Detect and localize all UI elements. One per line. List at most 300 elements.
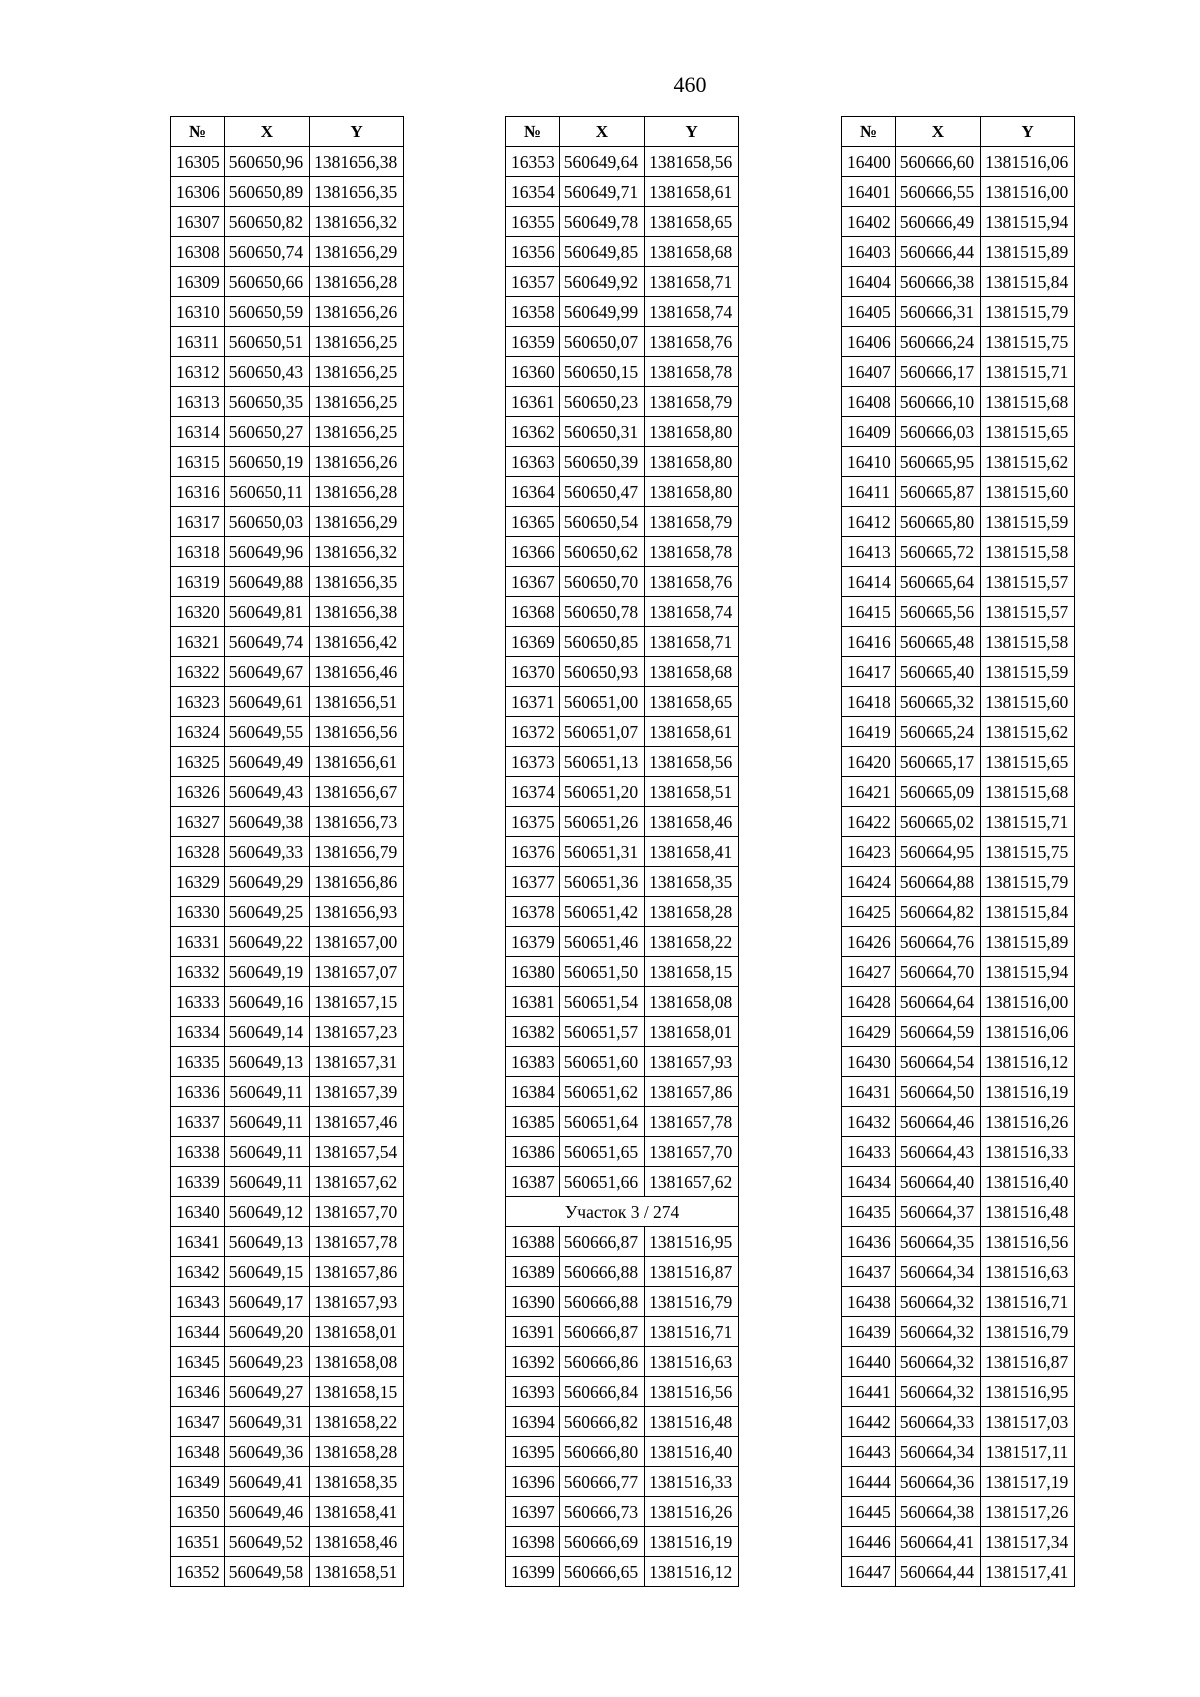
table-row [842,567,1075,597]
x-coordinate-cell: 560649,29 [224,867,309,897]
point-number-cell: 16373 [506,747,560,777]
y-coordinate-cell: 1381656,38 [310,597,404,627]
point-number-cell: 16349 [171,1467,225,1497]
y-coordinate-cell: 1381515,57 [981,597,1075,627]
point-number-cell: 16337 [171,1107,225,1137]
x-coordinate-cell: 560664,36 [895,1467,980,1497]
table-row [842,327,1075,357]
y-coordinate-cell: 1381658,79 [645,387,739,417]
table-row [506,867,739,897]
x-coordinate-cell: 560664,95 [895,837,980,867]
y-coordinate-cell: 1381658,65 [645,207,739,237]
y-coordinate-cell: 1381516,56 [645,1377,739,1407]
y-coordinate-cell: 1381516,12 [645,1557,739,1587]
point-number-cell: 16342 [171,1257,225,1287]
table-row [171,1227,404,1257]
table-row [171,1527,404,1557]
point-number-cell: 16383 [506,1047,560,1077]
x-coordinate-cell: 560650,66 [224,267,309,297]
header-number: № [842,117,896,147]
y-coordinate-cell: 1381656,25 [310,357,404,387]
x-coordinate-cell: 560666,31 [895,297,980,327]
point-number-cell: 16434 [842,1167,896,1197]
x-coordinate-cell: 560664,32 [895,1287,980,1317]
point-number-cell: 16317 [171,507,225,537]
x-coordinate-cell: 560649,43 [224,777,309,807]
table-row [506,537,739,567]
point-number-cell: 16333 [171,987,225,1017]
x-coordinate-cell: 560649,78 [559,207,644,237]
table-row [506,1407,739,1437]
point-number-cell: 16387 [506,1167,560,1197]
table-row [842,477,1075,507]
y-coordinate-cell: 1381515,65 [981,417,1075,447]
x-coordinate-cell: 560649,61 [224,687,309,717]
table-row [171,597,404,627]
x-coordinate-cell: 560664,37 [895,1197,980,1227]
table-row [171,1497,404,1527]
y-coordinate-cell: 1381516,87 [645,1257,739,1287]
point-number-cell: 16393 [506,1377,560,1407]
point-number-cell: 16345 [171,1347,225,1377]
point-number-cell: 16322 [171,657,225,687]
table-row [506,1557,739,1587]
table-row [842,1557,1075,1587]
point-number-cell: 16391 [506,1317,560,1347]
point-number-cell: 16359 [506,327,560,357]
x-coordinate-cell: 560664,34 [895,1257,980,1287]
table-row [171,507,404,537]
y-coordinate-cell: 1381656,93 [310,897,404,927]
table-row [171,807,404,837]
table-row [171,447,404,477]
y-coordinate-cell: 1381657,31 [310,1047,404,1077]
y-coordinate-cell: 1381658,61 [645,717,739,747]
x-coordinate-cell: 560651,64 [559,1107,644,1137]
x-coordinate-cell: 560665,17 [895,747,980,777]
point-number-cell: 16396 [506,1467,560,1497]
point-number-cell: 16413 [842,537,896,567]
table-row [506,1437,739,1467]
x-coordinate-cell: 560665,87 [895,477,980,507]
y-coordinate-cell: 1381658,71 [645,267,739,297]
y-coordinate-cell: 1381656,61 [310,747,404,777]
x-coordinate-cell: 560651,00 [559,687,644,717]
y-coordinate-cell: 1381517,19 [981,1467,1075,1497]
table-row [506,687,739,717]
table-row [506,237,739,267]
header-x: X [895,117,980,147]
point-number-cell: 16402 [842,207,896,237]
table-row [842,1497,1075,1527]
x-coordinate-cell: 560650,51 [224,327,309,357]
point-number-cell: 16368 [506,597,560,627]
y-coordinate-cell: 1381658,35 [310,1467,404,1497]
table-header-row [506,117,739,147]
table-row [506,507,739,537]
x-coordinate-cell: 560649,38 [224,807,309,837]
x-coordinate-cell: 560651,26 [559,807,644,837]
x-coordinate-cell: 560649,74 [224,627,309,657]
x-coordinate-cell: 560649,27 [224,1377,309,1407]
y-coordinate-cell: 1381657,23 [310,1017,404,1047]
table-row [506,417,739,447]
point-number-cell: 16416 [842,627,896,657]
table-row [171,1197,404,1227]
table-row [506,1497,739,1527]
table-row [171,177,404,207]
point-number-cell: 16350 [171,1497,225,1527]
x-coordinate-cell: 560649,13 [224,1047,309,1077]
table-row [842,657,1075,687]
point-number-cell: 16339 [171,1167,225,1197]
point-number-cell: 16441 [842,1377,896,1407]
y-coordinate-cell: 1381516,00 [981,177,1075,207]
table-row [506,657,739,687]
table-row [506,1047,739,1077]
x-coordinate-cell: 560651,42 [559,897,644,927]
x-coordinate-cell: 560665,80 [895,507,980,537]
table-row [171,1077,404,1107]
point-number-cell: 16430 [842,1047,896,1077]
table-row [171,867,404,897]
table-row [171,1167,404,1197]
y-coordinate-cell: 1381657,93 [645,1047,739,1077]
x-coordinate-cell: 560650,62 [559,537,644,567]
x-coordinate-cell: 560664,43 [895,1137,980,1167]
point-number-cell: 16311 [171,327,225,357]
y-coordinate-cell: 1381657,07 [310,957,404,987]
point-number-cell: 16408 [842,387,896,417]
y-coordinate-cell: 1381517,34 [981,1527,1075,1557]
y-coordinate-cell: 1381656,32 [310,207,404,237]
y-coordinate-cell: 1381658,68 [645,657,739,687]
point-number-cell: 16432 [842,1107,896,1137]
table-row [171,627,404,657]
y-coordinate-cell: 1381658,74 [645,597,739,627]
table-row [506,1377,739,1407]
y-coordinate-cell: 1381517,26 [981,1497,1075,1527]
table-row [506,1257,739,1287]
y-coordinate-cell: 1381658,80 [645,477,739,507]
point-number-cell: 16365 [506,507,560,537]
x-coordinate-cell: 560649,85 [559,237,644,267]
y-coordinate-cell: 1381658,51 [310,1557,404,1587]
x-coordinate-cell: 560649,13 [224,1227,309,1257]
table-header-row [842,117,1075,147]
point-number-cell: 16378 [506,897,560,927]
point-number-cell: 16414 [842,567,896,597]
y-coordinate-cell: 1381656,25 [310,417,404,447]
table-row [506,897,739,927]
y-coordinate-cell: 1381516,79 [645,1287,739,1317]
table-row [506,597,739,627]
point-number-cell: 16406 [842,327,896,357]
y-coordinate-cell: 1381516,56 [981,1227,1075,1257]
y-coordinate-cell: 1381658,78 [645,357,739,387]
point-number-cell: 16438 [842,1287,896,1317]
y-coordinate-cell: 1381516,71 [981,1287,1075,1317]
point-number-cell: 16315 [171,447,225,477]
point-number-cell: 16440 [842,1347,896,1377]
x-coordinate-cell: 560666,88 [559,1257,644,1287]
y-coordinate-cell: 1381658,22 [645,927,739,957]
x-coordinate-cell: 560664,41 [895,1527,980,1557]
table-row [842,927,1075,957]
header-y: Y [645,117,739,147]
header-x: X [224,117,309,147]
x-coordinate-cell: 560649,67 [224,657,309,687]
x-coordinate-cell: 560650,43 [224,357,309,387]
y-coordinate-cell: 1381515,79 [981,297,1075,327]
table-row [842,267,1075,297]
point-number-cell: 16309 [171,267,225,297]
x-coordinate-cell: 560664,40 [895,1167,980,1197]
x-coordinate-cell: 560664,82 [895,897,980,927]
table-row [506,1467,739,1497]
y-coordinate-cell: 1381658,01 [310,1317,404,1347]
table-row [842,1437,1075,1467]
point-number-cell: 16443 [842,1437,896,1467]
x-coordinate-cell: 560664,34 [895,1437,980,1467]
y-coordinate-cell: 1381515,89 [981,927,1075,957]
point-number-cell: 16425 [842,897,896,927]
y-coordinate-cell: 1381515,60 [981,687,1075,717]
section-label: Участок 3 / 274 [506,1197,739,1227]
y-coordinate-cell: 1381658,79 [645,507,739,537]
table-row [842,1377,1075,1407]
table-row [842,447,1075,477]
table-row [506,717,739,747]
y-coordinate-cell: 1381515,58 [981,627,1075,657]
y-coordinate-cell: 1381656,38 [310,147,404,177]
table-row [171,1287,404,1317]
point-number-cell: 16407 [842,357,896,387]
y-coordinate-cell: 1381658,28 [310,1437,404,1467]
table-row [171,1467,404,1497]
x-coordinate-cell: 560649,11 [224,1167,309,1197]
table-row [506,1317,739,1347]
point-number-cell: 16411 [842,477,896,507]
x-coordinate-cell: 560651,54 [559,987,644,1017]
x-coordinate-cell: 560649,11 [224,1107,309,1137]
point-number-cell: 16310 [171,297,225,327]
point-number-cell: 16313 [171,387,225,417]
table-row [506,1347,739,1377]
x-coordinate-cell: 560664,64 [895,987,980,1017]
point-number-cell: 16308 [171,237,225,267]
y-coordinate-cell: 1381515,89 [981,237,1075,267]
point-number-cell: 16324 [171,717,225,747]
table-row [842,507,1075,537]
y-coordinate-cell: 1381656,67 [310,777,404,807]
x-coordinate-cell: 560649,99 [559,297,644,327]
y-coordinate-cell: 1381656,35 [310,567,404,597]
point-number-cell: 16367 [506,567,560,597]
table-row [171,1437,404,1467]
x-coordinate-cell: 560649,17 [224,1287,309,1317]
x-coordinate-cell: 560649,41 [224,1467,309,1497]
table-row [506,957,739,987]
x-coordinate-cell: 560649,71 [559,177,644,207]
x-coordinate-cell: 560666,17 [895,357,980,387]
table-row [506,1137,739,1167]
y-coordinate-cell: 1381658,74 [645,297,739,327]
x-coordinate-cell: 560664,32 [895,1317,980,1347]
point-number-cell: 16305 [171,147,225,177]
point-number-cell: 16314 [171,417,225,447]
table-row [842,837,1075,867]
point-number-cell: 16375 [506,807,560,837]
x-coordinate-cell: 560666,55 [895,177,980,207]
point-number-cell: 16341 [171,1227,225,1257]
point-number-cell: 16361 [506,387,560,417]
table-row [506,837,739,867]
x-coordinate-cell: 560665,02 [895,807,980,837]
table-row [842,297,1075,327]
point-number-cell: 16372 [506,717,560,747]
y-coordinate-cell: 1381658,80 [645,447,739,477]
y-coordinate-cell: 1381656,26 [310,297,404,327]
point-number-cell: 16421 [842,777,896,807]
point-number-cell: 16429 [842,1017,896,1047]
x-coordinate-cell: 560649,49 [224,747,309,777]
x-coordinate-cell: 560664,44 [895,1557,980,1587]
y-coordinate-cell: 1381658,22 [310,1407,404,1437]
table-row [171,327,404,357]
point-number-cell: 16444 [842,1467,896,1497]
x-coordinate-cell: 560649,36 [224,1437,309,1467]
point-number-cell: 16340 [171,1197,225,1227]
y-coordinate-cell: 1381656,29 [310,237,404,267]
table-row [842,1287,1075,1317]
x-coordinate-cell: 560650,39 [559,447,644,477]
x-coordinate-cell: 560666,77 [559,1467,644,1497]
table-row [842,1107,1075,1137]
table-row [506,297,739,327]
y-coordinate-cell: 1381516,06 [981,147,1075,177]
table-row [842,1167,1075,1197]
y-coordinate-cell: 1381515,75 [981,837,1075,867]
table-row [171,357,404,387]
table-row [842,1197,1075,1227]
y-coordinate-cell: 1381658,78 [645,537,739,567]
y-coordinate-cell: 1381658,46 [310,1527,404,1557]
table-row [842,387,1075,417]
x-coordinate-cell: 560650,89 [224,177,309,207]
point-number-cell: 16374 [506,777,560,807]
y-coordinate-cell: 1381515,59 [981,507,1075,537]
y-coordinate-cell: 1381657,54 [310,1137,404,1167]
point-number-cell: 16343 [171,1287,225,1317]
y-coordinate-cell: 1381515,75 [981,327,1075,357]
x-coordinate-cell: 560666,86 [559,1347,644,1377]
point-number-cell: 16405 [842,297,896,327]
table-row [506,567,739,597]
y-coordinate-cell: 1381658,35 [645,867,739,897]
point-number-cell: 16400 [842,147,896,177]
table-row [506,327,739,357]
x-coordinate-cell: 560651,46 [559,927,644,957]
table-row [506,927,739,957]
point-number-cell: 16382 [506,1017,560,1047]
table-row [506,1017,739,1047]
x-coordinate-cell: 560665,24 [895,717,980,747]
y-coordinate-cell: 1381517,41 [981,1557,1075,1587]
table-row [506,447,739,477]
point-number-cell: 16346 [171,1377,225,1407]
x-coordinate-cell: 560651,13 [559,747,644,777]
table-row [842,807,1075,837]
point-number-cell: 16390 [506,1287,560,1317]
table-row [842,747,1075,777]
y-coordinate-cell: 1381515,94 [981,207,1075,237]
table-row [506,207,739,237]
point-number-cell: 16417 [842,657,896,687]
point-number-cell: 16404 [842,267,896,297]
x-coordinate-cell: 560665,56 [895,597,980,627]
table-row [506,1077,739,1107]
table-row [842,597,1075,627]
point-number-cell: 16389 [506,1257,560,1287]
point-number-cell: 16386 [506,1137,560,1167]
x-coordinate-cell: 560664,59 [895,1017,980,1047]
point-number-cell: 16445 [842,1497,896,1527]
point-number-cell: 16307 [171,207,225,237]
table-row [506,477,739,507]
table-row [842,147,1075,177]
x-coordinate-cell: 560651,60 [559,1047,644,1077]
x-coordinate-cell: 560650,11 [224,477,309,507]
x-coordinate-cell: 560651,57 [559,1017,644,1047]
y-coordinate-cell: 1381658,61 [645,177,739,207]
point-number-cell: 16354 [506,177,560,207]
table-row [506,807,739,837]
x-coordinate-cell: 560649,15 [224,1257,309,1287]
point-number-cell: 16366 [506,537,560,567]
coordinate-table-1 [170,116,404,1587]
point-number-cell: 16392 [506,1347,560,1377]
x-coordinate-cell: 560650,03 [224,507,309,537]
point-number-cell: 16385 [506,1107,560,1137]
table-row [506,387,739,417]
x-coordinate-cell: 560650,93 [559,657,644,687]
x-coordinate-cell: 560649,46 [224,1497,309,1527]
x-coordinate-cell: 560666,49 [895,207,980,237]
y-coordinate-cell: 1381658,46 [645,807,739,837]
x-coordinate-cell: 560665,64 [895,567,980,597]
x-coordinate-cell: 560651,36 [559,867,644,897]
table-row [171,747,404,777]
table-row [171,537,404,567]
point-number-cell: 16446 [842,1527,896,1557]
point-number-cell: 16358 [506,297,560,327]
table-row [171,777,404,807]
coordinate-table-3 [841,116,1075,1587]
table-row [506,1527,739,1557]
y-coordinate-cell: 1381516,40 [981,1167,1075,1197]
table-row [506,627,739,657]
table-row [506,987,739,1017]
x-coordinate-cell: 560649,58 [224,1557,309,1587]
x-coordinate-cell: 560666,82 [559,1407,644,1437]
y-coordinate-cell: 1381516,95 [645,1227,739,1257]
y-coordinate-cell: 1381658,41 [310,1497,404,1527]
x-coordinate-cell: 560649,11 [224,1077,309,1107]
y-coordinate-cell: 1381515,84 [981,897,1075,927]
point-number-cell: 16312 [171,357,225,387]
point-number-cell: 16388 [506,1227,560,1257]
